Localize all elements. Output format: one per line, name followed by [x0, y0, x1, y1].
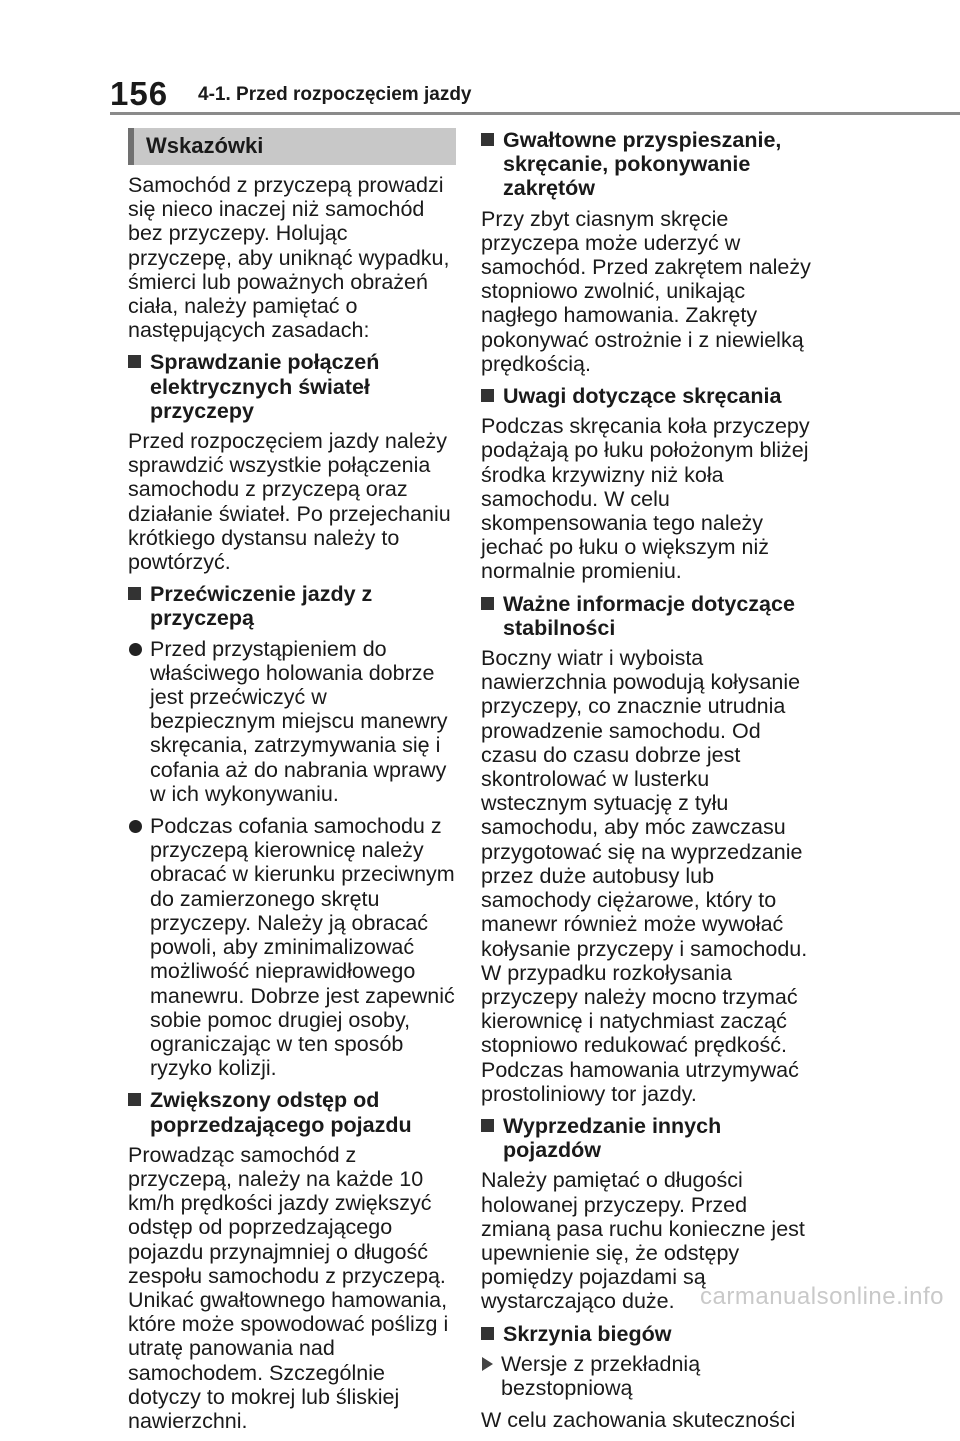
square-bullet-icon — [128, 1093, 141, 1106]
left-column — [128, 128, 456, 1441]
bullet-item-practice: Przed przystąpieniem do właściwego holowania dobrze jest przećwiczyć w bezpiecznym miejscu manewry skręcania, zatrzymywania się i cofania aż do nabrania wprawy w ich wykonywaniu. — [128, 637, 456, 806]
header-divider — [110, 112, 960, 115]
right-column — [481, 128, 821, 1440]
heading-turning: Uwagi dotyczące skręcania — [481, 384, 821, 408]
heading-overtaking: Wyprzedzanie innych pojazdów — [481, 1114, 821, 1162]
square-bullet-icon — [481, 1327, 494, 1340]
watermark: carmanualsonline.info — [700, 1283, 944, 1310]
round-bullet-icon — [129, 643, 142, 656]
tips-box — [128, 128, 456, 165]
round-bullet-icon — [129, 820, 142, 833]
square-bullet-icon — [128, 355, 141, 368]
paragraph-stability: Boczny wiatr i wyboista nawierzchnia powodują kołysanie przyczepy, co znacznie utrudnia prowadzenie samochodu. Od czasu do czasu dobrze jest skontrolować w lusterku wstecznym sytuację z tyłu samochodu, aby móc zawczasu przygotować się na wyprzedzanie przez duże autobusy lub samochody ciężarowe, który to manewr również może wywołać kołysanie przyczepy i samochodu. W przypadku rozkołysania przyczepy należy mocno trzymać kierownicę i natychmiast zacząć stopniowo redukować prędkość. Podczas hamowania utrzymywać prostoliniowy tor jazdy. — [481, 646, 808, 1106]
heading-acceleration: Gwałtowne przyspieszanie, skręcanie, pokonywanie zakrętów — [481, 128, 821, 201]
heading-stability: Ważne informacje dotyczące stabilności — [481, 592, 821, 640]
heading-trailer-lights: Sprawdzanie połączeń elektrycznych świateł przyczepy — [128, 350, 456, 423]
page-header — [0, 0, 960, 120]
square-bullet-icon — [128, 587, 141, 600]
intro-paragraph: Samochód z przyczepą prowadzi się nieco inaczej niż samochód bez przyczepy. Holując przyczepę, aby uniknąć wypadku, śmierci lub poważnych obrażeń ciała, należy pamiętać o następujących zasadach: — [128, 173, 450, 343]
heading-transmission: Skrzynia biegów — [481, 1322, 821, 1346]
paragraph-transmission: W celu zachowania skuteczności — [481, 1408, 796, 1433]
heading-practice: Przećwiczenie jazdy z przyczepą — [128, 582, 456, 630]
paragraph-overtaking: Należy pamiętać o długości holowanej przyczepy. Przed zmianą pasa ruchu konieczne jest upewnienie się, że odstępy pomiędzy pojazdami są wystarczająco duże. — [481, 1168, 805, 1314]
square-bullet-icon — [481, 389, 494, 402]
arrow-item-cvt: Wersje z przekładnią bezstopniową — [481, 1352, 821, 1400]
heading-distance: Zwiększony odstęp od poprzedzającego pojazdu — [128, 1088, 456, 1136]
square-bullet-icon — [481, 597, 494, 610]
section-title: 4-1. Przed rozpoczęciem jazdy — [198, 84, 472, 105]
paragraph-turning: Podczas skręcania koła przyczepy podążają po łuku położonym bliżej środka krzywizny niż koła samochodu. W celu skompensowania tego należy jechać po łuku o większym niż normalnie promieniu. — [481, 414, 810, 584]
square-bullet-icon — [481, 133, 494, 146]
paragraph-acceleration: Przy zbyt ciasnym skręcie przyczepa może uderzyć w samochód. Przed zakrętem należy stopniowo zwolnić, unikając nagłego hamowania. Zakręty pokonywać ostrożnie i z niewielką prędkością. — [481, 206, 811, 376]
tips-title: Wskazówki — [146, 133, 264, 158]
square-bullet-icon — [481, 1119, 494, 1132]
triangle-arrow-icon — [482, 1357, 493, 1371]
paragraph-distance: Prowadząc samochód z przyczepą, należy na każde 10 km/h prędkości jazdy zwiększyć odstęp od poprzedzającego pojazdu przynajmniej o długość zespołu samochodu z przyczepą. Unikać gwałtownego hamowania, które może spowodować poślizg i utratę panowania nad samochodem. Szczególnie dotyczy to mokrej lub śliskiej nawierzchni. — [128, 1142, 449, 1433]
bullet-item-reversing: Podczas cofania samochodu z przyczepą kierownicę należy obracać w kierunku przeciwnym do zamierzonego skrętu przyczepy. Należy ją obracać powoli, aby zminimalizować możliwość nieprawidłowego manewru. Dobrze jest zapewnić sobie pomoc drugiej osoby, ograniczając w ten sposób ryzyko kolizji. — [128, 814, 456, 1080]
paragraph-trailer-lights: Przed rozpoczęciem jazdy należy sprawdzić wszystkie połączenia samochodu z przyczepą oraz działanie świateł. Po przejechaniu krótkiego dystansu należy to powtórzyć. — [128, 429, 451, 575]
page-number: 156 — [110, 75, 169, 112]
